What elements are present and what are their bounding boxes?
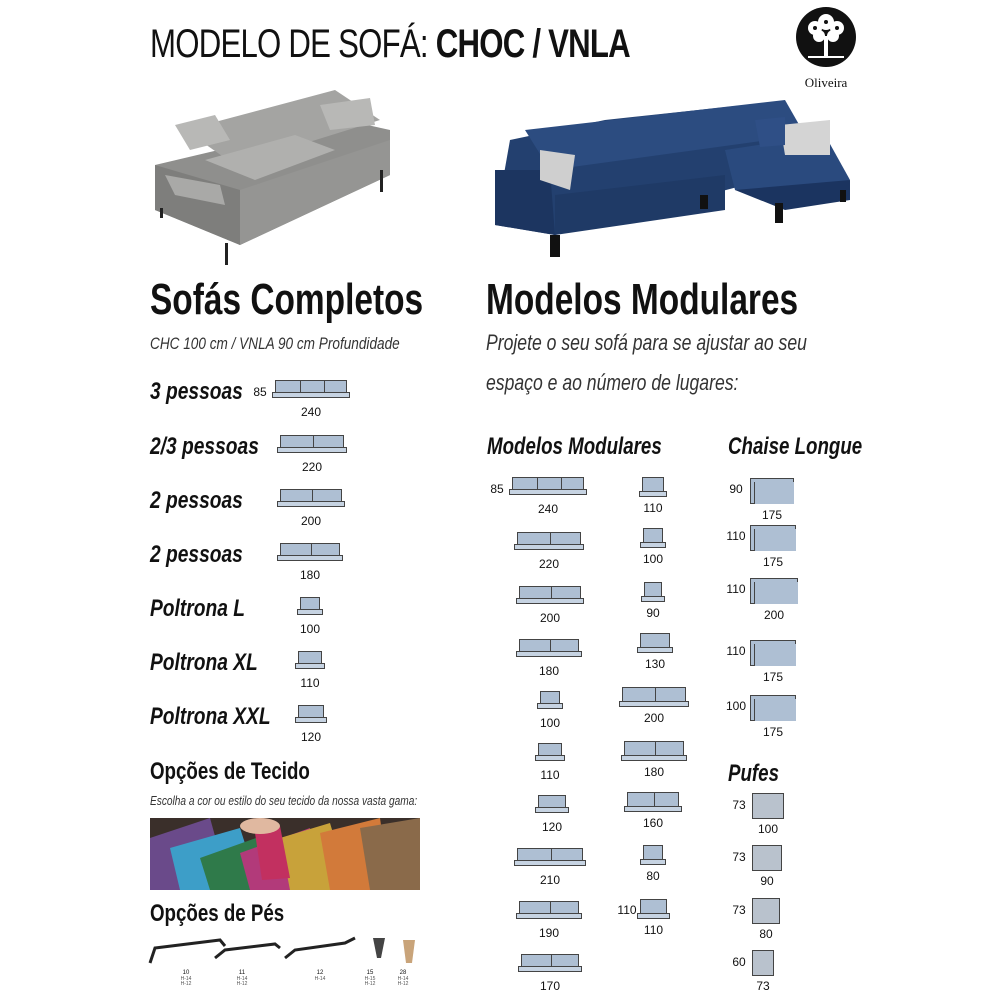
pouf-diagram xyxy=(752,898,780,924)
module-diagram xyxy=(640,633,670,653)
sofa-base xyxy=(277,555,343,561)
module-diagram xyxy=(519,586,581,604)
width-label: 120 xyxy=(541,820,563,834)
width-label: 80 xyxy=(759,927,773,941)
module-diagram xyxy=(624,741,684,761)
width-label: 200 xyxy=(643,711,665,725)
left-heading: Sofás Completos xyxy=(150,275,424,324)
width-label: 220 xyxy=(538,557,560,571)
sofa-base xyxy=(295,663,325,669)
foot-10-icon xyxy=(150,940,225,963)
width-label: 100 xyxy=(642,552,664,566)
depth-label: 85 xyxy=(253,385,267,399)
foot-height: H-12 xyxy=(180,981,192,987)
depth-label: 73 xyxy=(732,850,746,864)
width-label: 130 xyxy=(644,657,666,671)
width-label: 180 xyxy=(299,568,321,582)
width-label: 110 xyxy=(643,923,664,937)
sofa-diagram xyxy=(298,705,324,723)
foot-code: 28 xyxy=(399,970,407,976)
width-label: 240 xyxy=(537,502,559,516)
sofa-base xyxy=(272,392,350,398)
row-label: Poltrona XXL xyxy=(150,703,271,730)
brand-logo xyxy=(793,6,859,90)
olive-tree-icon xyxy=(793,6,859,72)
module-diagram xyxy=(517,532,581,550)
module-diagram xyxy=(538,743,562,761)
pufes-title: Pufes xyxy=(728,760,779,787)
depth-label: 73 xyxy=(732,903,746,917)
foot-height: H-14 xyxy=(180,976,192,982)
width-label: 170 xyxy=(539,979,561,993)
row-label: 2/3 pessoas xyxy=(150,433,259,460)
foot-code: 11 xyxy=(238,970,246,976)
row-label: Poltrona XL xyxy=(150,649,258,676)
width-label: 80 xyxy=(646,869,660,883)
sofa-diagram xyxy=(298,651,322,669)
fabric-heading: Opções de Tecido xyxy=(150,758,310,785)
chaise-seat xyxy=(754,582,798,604)
module-diagram xyxy=(643,528,663,548)
depth-label: 100 xyxy=(725,699,747,713)
title-prefix: MODELO DE SOFÁ: xyxy=(150,22,428,66)
pouf-diagram xyxy=(752,950,774,976)
module-diagram xyxy=(643,845,663,865)
sofa-base xyxy=(537,703,563,709)
depth-label: 73 xyxy=(732,798,746,812)
depth-label: 110 xyxy=(726,529,746,543)
width-label: 220 xyxy=(301,460,323,474)
module-diagram xyxy=(512,477,584,495)
module-diagram xyxy=(622,687,686,707)
row-label: 2 pessoas xyxy=(150,541,243,568)
page-title xyxy=(150,22,630,67)
foot-height: H-15 xyxy=(364,976,376,982)
sofa-base xyxy=(619,701,689,707)
sofa-base xyxy=(640,859,666,865)
sofa-diagram xyxy=(280,489,342,507)
module-diagram xyxy=(540,691,560,709)
width-label: 240 xyxy=(300,405,322,419)
blue-sofa-image xyxy=(485,95,855,260)
foot-code: 15 xyxy=(366,970,374,976)
sofa-base xyxy=(621,755,687,761)
row-label: 3 pessoas xyxy=(150,378,243,405)
sofa-diagram xyxy=(275,380,347,398)
foot-height: H-12 xyxy=(364,981,376,987)
foot-28-icon xyxy=(403,940,415,963)
right-subheading-1: Projete o seu sofá para se ajustar ao seu xyxy=(486,330,807,355)
module-diagram xyxy=(519,901,579,919)
width-label: 210 xyxy=(539,873,561,887)
left-subheading: CHC 100 cm / VNLA 90 cm Profundidade xyxy=(150,334,400,353)
width-label: 200 xyxy=(539,611,561,625)
row-label: Poltrona L xyxy=(150,595,245,622)
foot-height: H-12 xyxy=(236,981,248,987)
depth-label: 60 xyxy=(732,955,746,969)
width-label: 190 xyxy=(538,926,560,940)
foot-code: 10 xyxy=(182,970,190,976)
module-diagram xyxy=(642,477,664,497)
width-label: 73 xyxy=(756,979,770,993)
sofa-base xyxy=(516,651,582,657)
sofa-diagram xyxy=(300,597,320,615)
feet-heading: Opções de Pés xyxy=(150,900,285,927)
module-diagram xyxy=(627,792,679,812)
title-model: CHOC / VNLA xyxy=(435,22,630,66)
row-label: 2 pessoas xyxy=(150,487,243,514)
width-label: 175 xyxy=(762,725,784,739)
depth-label: 110 xyxy=(726,582,746,596)
sofa-base xyxy=(535,755,565,761)
foot-code: 12 xyxy=(316,970,324,976)
width-label: 175 xyxy=(762,670,784,684)
module-diagram xyxy=(517,848,583,866)
depth-label: 90 xyxy=(729,482,743,496)
chaise-seat xyxy=(754,699,796,721)
fabric-swatches-image xyxy=(150,818,420,890)
right-subheading-2: espaço e ao número de lugares: xyxy=(486,370,739,395)
module-diagram xyxy=(640,899,667,919)
sofa-base xyxy=(509,489,587,495)
width-label: 110 xyxy=(300,676,320,690)
module-diagram xyxy=(538,795,566,813)
width-label: 120 xyxy=(300,730,322,744)
sofa-base xyxy=(277,447,347,453)
sofa-base xyxy=(516,913,582,919)
foot-height: H-14 xyxy=(236,976,248,982)
chaise-title: Chaise Longue xyxy=(728,433,863,460)
sofa-base xyxy=(640,542,666,548)
sofa-base xyxy=(637,647,673,653)
depth-label: 110 xyxy=(726,644,746,658)
sofa-base xyxy=(514,544,584,550)
pouf-diagram xyxy=(752,793,784,819)
width-label: 200 xyxy=(763,608,785,622)
sofa-base xyxy=(297,609,323,615)
width-label: 180 xyxy=(643,765,665,779)
width-label: 175 xyxy=(762,555,784,569)
module-diagram xyxy=(519,639,579,657)
fabric-text: Escolha a cor ou estilo do seu tecido da nossa vasta gama: xyxy=(150,793,418,808)
width-label: 100 xyxy=(540,716,561,730)
right-heading: Modelos Modulares xyxy=(486,275,799,324)
width-label: 110 xyxy=(540,768,560,782)
width-label: 160 xyxy=(642,816,664,830)
width-label: 180 xyxy=(538,664,560,678)
depth-label: 85 xyxy=(490,482,504,496)
width-label: 100 xyxy=(757,822,779,836)
chaise-seat xyxy=(754,529,796,551)
width-label: 90 xyxy=(760,874,774,888)
sofa-base xyxy=(624,806,682,812)
sofa-diagram xyxy=(280,543,340,561)
module-diagram xyxy=(521,954,579,972)
sofa-base xyxy=(637,913,670,919)
brand-name: Oliveira xyxy=(804,75,848,90)
sofa-base xyxy=(514,860,586,866)
sofa-base xyxy=(518,966,582,972)
sofa-base xyxy=(641,596,665,602)
chaise-seat xyxy=(754,482,794,504)
depth-label: 110 xyxy=(617,903,637,917)
width-label: 100 xyxy=(300,622,321,636)
width-label: 90 xyxy=(646,606,660,620)
foot-height: H-14 xyxy=(314,976,326,982)
foot-15-icon xyxy=(373,938,385,958)
pouf-diagram xyxy=(752,845,782,871)
foot-12-icon xyxy=(285,938,355,958)
foot-height: H-14 xyxy=(397,976,409,982)
module-diagram xyxy=(644,582,662,602)
width-label: 175 xyxy=(761,508,783,522)
sofa-base xyxy=(639,491,667,497)
width-label: 200 xyxy=(300,514,322,528)
sofa-base xyxy=(516,598,584,604)
chaise-seat xyxy=(754,644,796,666)
sofa-base xyxy=(277,501,345,507)
width-label: 110 xyxy=(643,501,663,515)
gray-sofa-image xyxy=(145,80,395,275)
sofa-base xyxy=(535,807,569,813)
foot-height: H-12 xyxy=(397,981,409,987)
sofa-base xyxy=(295,717,327,723)
modular-title: Modelos Modulares xyxy=(487,433,662,460)
sofa-diagram xyxy=(280,435,344,453)
